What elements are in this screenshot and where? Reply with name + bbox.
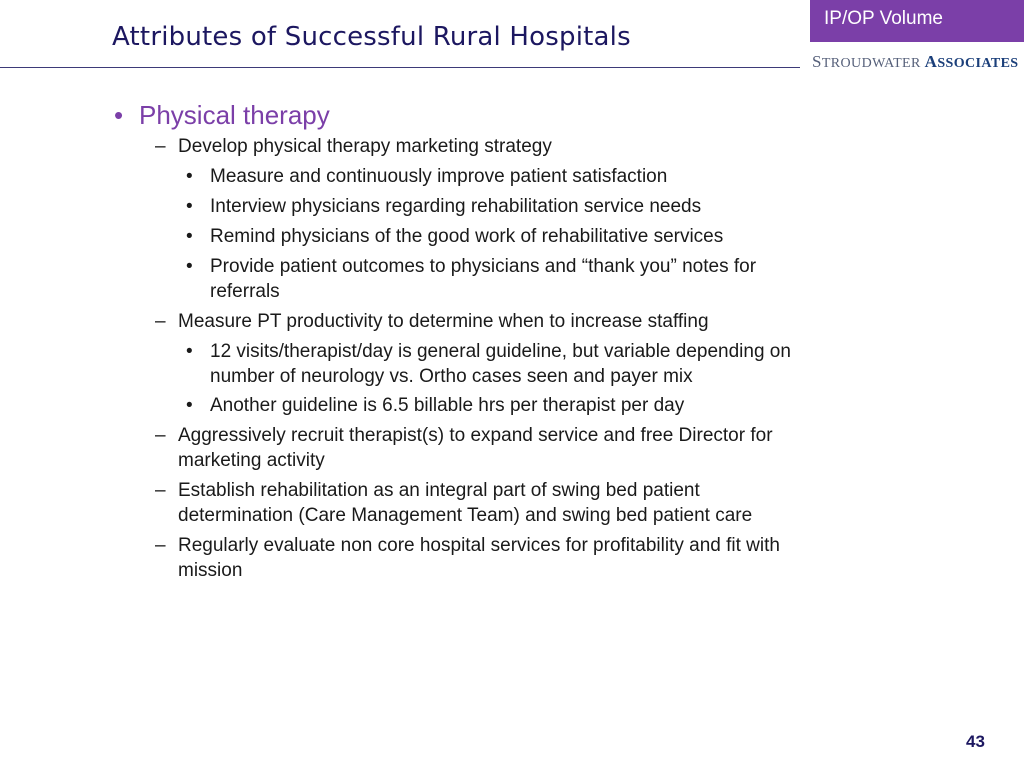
list-item: Develop physical therapy marketing strategy: [178, 136, 552, 157]
list-item-continued: mission: [178, 560, 243, 581]
bullet-icon: •: [114, 100, 124, 130]
bullet-icon: •: [186, 226, 193, 247]
logo-initial: S: [812, 52, 822, 71]
bullet-icon: •: [186, 166, 193, 187]
dash-icon: –: [155, 311, 166, 332]
dash-icon: –: [155, 136, 166, 157]
dash-icon: –: [155, 535, 166, 556]
sub-list-item: Remind physicians of the good work of rehabilitative services: [210, 226, 724, 247]
page-number: 43: [966, 732, 985, 751]
list-item: Regularly evaluate non core hospital services for profitability and fit with: [178, 535, 780, 556]
sub-list-item: 12 visits/therapist/day is general guideline, but variable depending on: [210, 341, 791, 362]
sub-list-item: Measure and continuously improve patient satisfaction: [210, 166, 668, 187]
sub-list-item: Another guideline is 6.5 billable hrs per therapist per day: [210, 395, 685, 416]
dash-icon: –: [155, 480, 166, 501]
list-item-continued: determination (Care Management Team) and swing bed patient care: [178, 505, 753, 526]
sub-list-item: Interview physicians regarding rehabilitation service needs: [210, 196, 702, 217]
slide-title: Attributes of Successful Rural Hospitals: [112, 22, 631, 52]
bullet-icon: •: [186, 196, 193, 217]
list-item-continued: marketing activity: [178, 450, 325, 471]
list-item: Aggressively recruit therapist(s) to expand service and free Director for: [178, 425, 773, 446]
sub-list-item-continued: number of neurology vs. Ortho cases seen and payer mix: [210, 366, 693, 387]
logo-initial-2: A: [924, 52, 938, 71]
list-item: Establish rehabilitation as an integral part of swing bed patient: [178, 480, 700, 501]
logo-word-1: TROUDWATER: [821, 56, 921, 71]
sub-list-item: Provide patient outcomes to physicians and “thank you” notes for: [210, 256, 757, 277]
dash-icon: –: [155, 425, 166, 446]
logo-word-2: SSOCIATES: [937, 56, 1019, 71]
section-tag: IP/OP Volume: [810, 0, 1024, 42]
bullet-icon: •: [186, 395, 193, 416]
list-item: Measure PT productivity to determine when to increase staffing: [178, 311, 709, 332]
bullet-icon: •: [186, 341, 193, 362]
section-heading: Physical therapy: [139, 100, 330, 130]
sub-list-item-continued: referrals: [210, 281, 280, 302]
bullet-icon: •: [186, 256, 193, 277]
